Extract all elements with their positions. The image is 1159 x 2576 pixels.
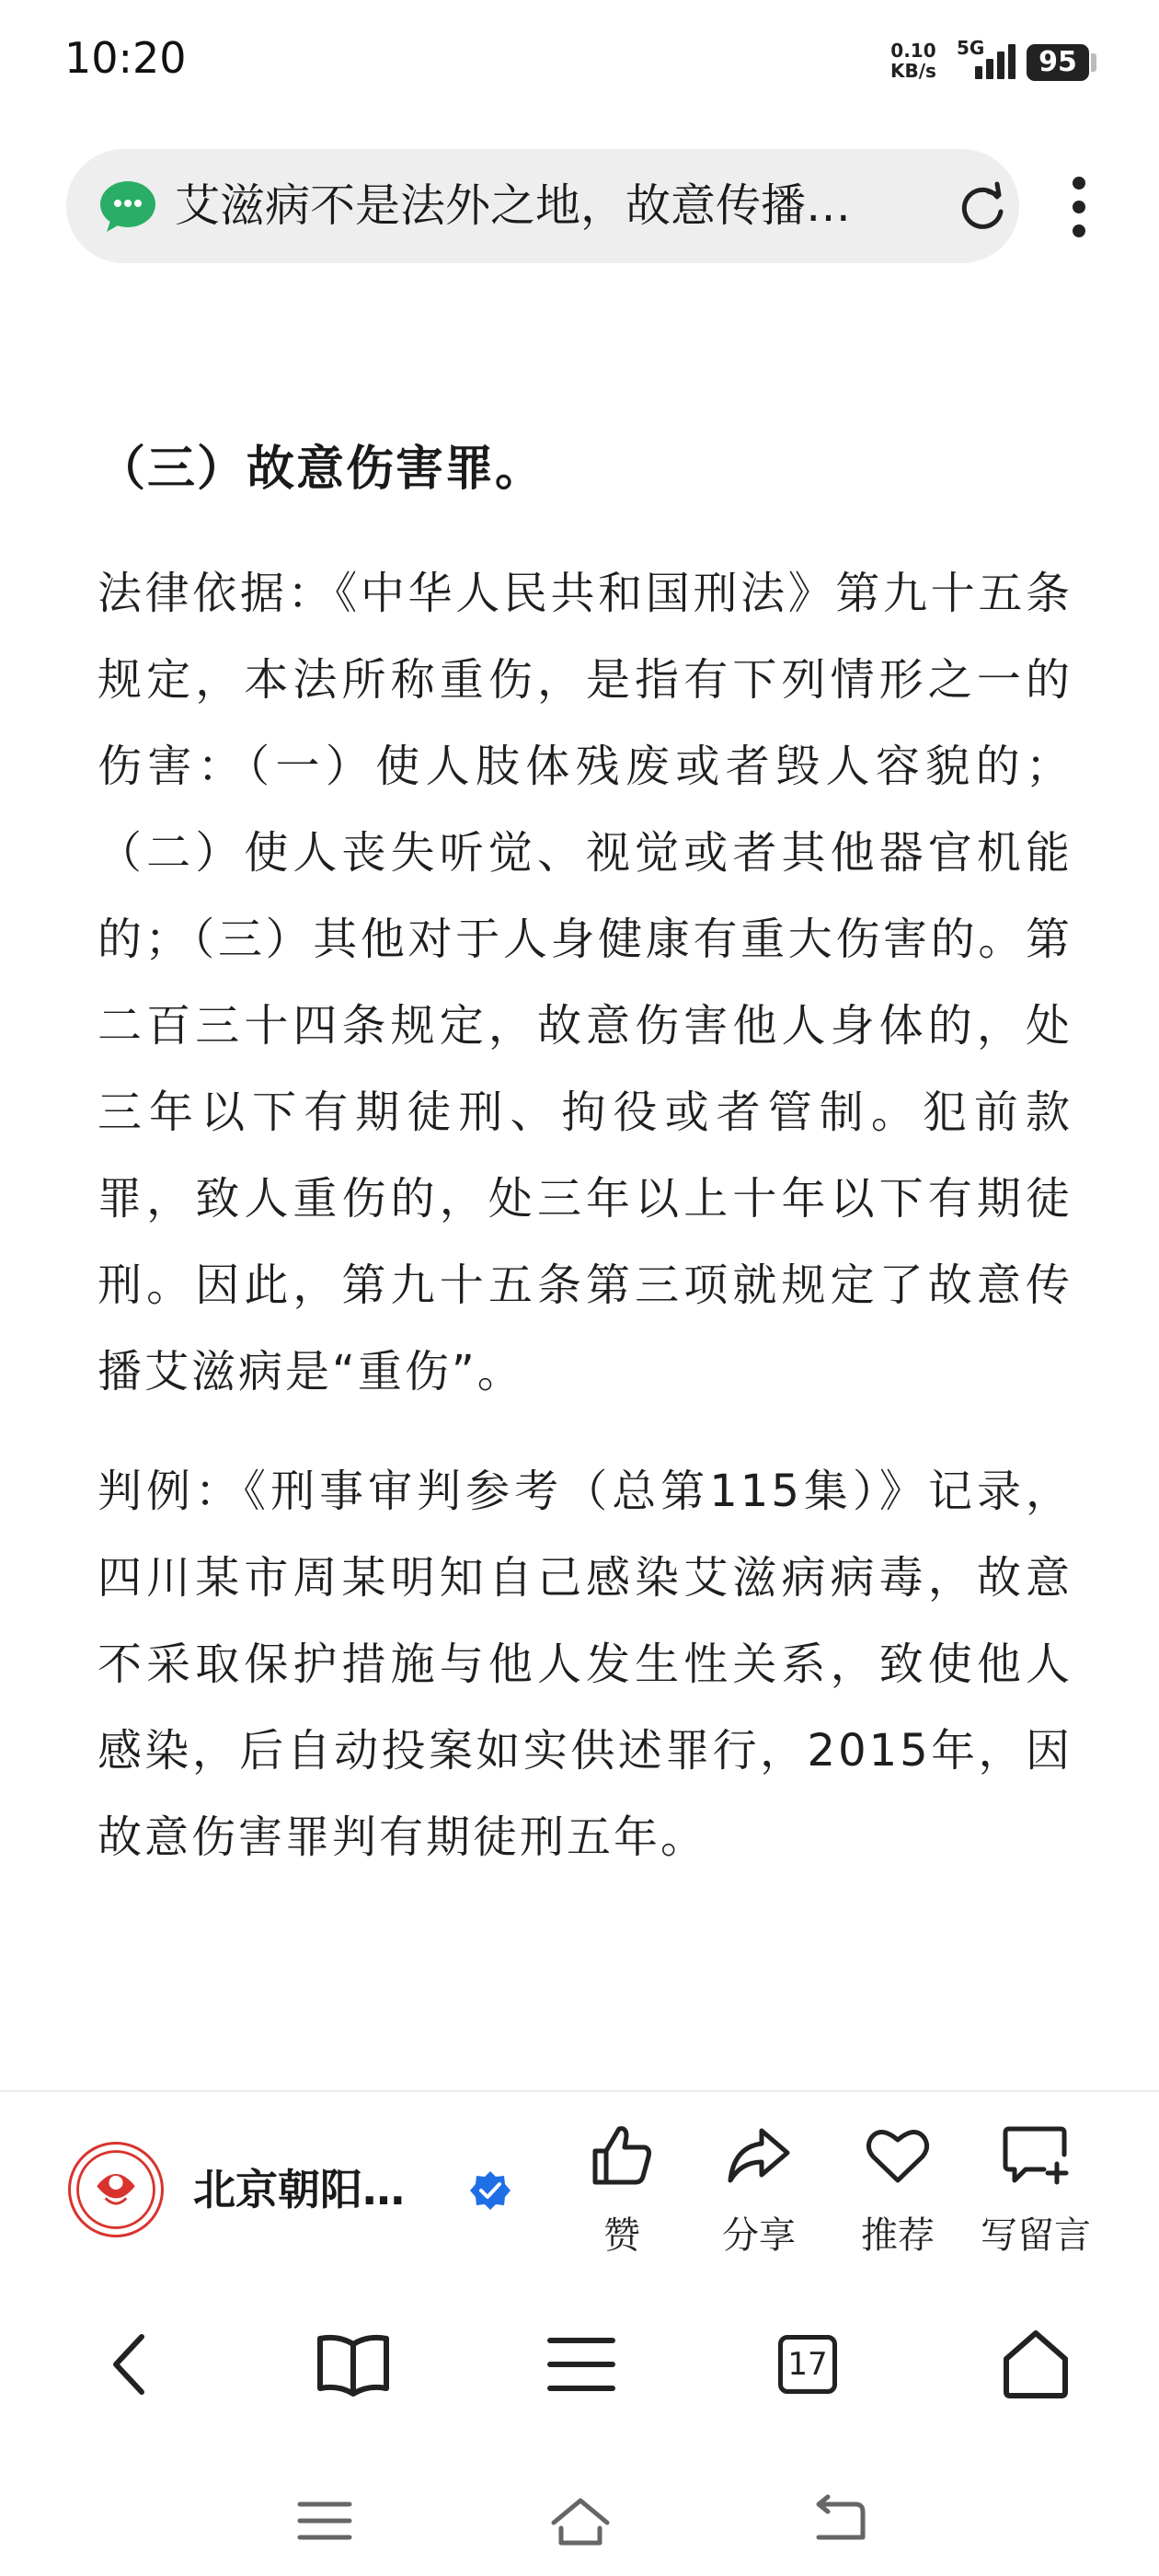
heart-icon bbox=[864, 2123, 932, 2188]
status-bar bbox=[0, 0, 1159, 129]
wechat-icon bbox=[98, 177, 158, 237]
system-navigation-bar bbox=[0, 2475, 1159, 2576]
network-speed-unit: KB/s bbox=[890, 60, 936, 82]
system-home-icon[interactable] bbox=[548, 2493, 613, 2548]
account-name[interactable]: 北京朝阳… bbox=[193, 2165, 405, 2214]
account-avatar[interactable] bbox=[68, 2142, 164, 2237]
network-type: 5G bbox=[957, 37, 985, 59]
bookmarks-icon[interactable] bbox=[316, 2328, 390, 2401]
article-body bbox=[98, 423, 1073, 1914]
more-menu-icon[interactable] bbox=[1065, 171, 1093, 245]
recommend-label: 推荐 bbox=[861, 2214, 935, 2257]
tab-count: 17 bbox=[778, 2335, 837, 2394]
system-back-icon[interactable] bbox=[806, 2493, 870, 2548]
comment-add-icon bbox=[1002, 2123, 1070, 2188]
tabs-button[interactable] bbox=[778, 2335, 852, 2409]
network-speed bbox=[890, 40, 936, 81]
write-comment-label: 写留言 bbox=[981, 2214, 1091, 2257]
refresh-icon[interactable] bbox=[955, 180, 1010, 236]
thumbs-up-icon bbox=[588, 2123, 656, 2188]
hamburger-menu-icon[interactable] bbox=[545, 2328, 618, 2401]
network-speed-value: 0.10 bbox=[890, 40, 936, 62]
share-button[interactable] bbox=[694, 2123, 823, 2259]
browser-toolbar bbox=[0, 2300, 1159, 2429]
clock: 10:20 bbox=[64, 33, 187, 83]
write-comment-button[interactable] bbox=[971, 2123, 1100, 2259]
article-paragraph-legal-basis: 法律依据：《中华人民共和国刑法》第九十五条规定，本法所称重伤，是指有下列情形之一的伤害：（一）使人肢体残废或者毁人容貌的；（二）使人丧失听觉、视觉或者其他器官机能的；（三）其他对于人身健康有重大伤害的。第二百三十四条规定，故意伤害他人身体的，处三年以下有期徒刑、拘役或者管制。犯前款罪，致人重伤的，处三年以上十年以下有期徒刑。因此，第九十五条第三项就规定了故意传播艾滋病是“重伤”。 bbox=[98, 568, 1073, 1397]
page-title[interactable]: 艾滋病不是法外之地，故意传播… bbox=[175, 179, 852, 232]
verified-icon bbox=[469, 2169, 511, 2212]
share-label: 分享 bbox=[722, 2214, 796, 2257]
home-icon[interactable] bbox=[999, 2328, 1073, 2401]
article-action-bar bbox=[0, 2090, 1159, 2283]
recommend-button[interactable] bbox=[833, 2123, 962, 2259]
like-button[interactable] bbox=[557, 2123, 686, 2259]
back-icon[interactable] bbox=[94, 2328, 167, 2401]
address-bar[interactable] bbox=[66, 149, 1019, 263]
share-icon bbox=[725, 2123, 793, 2188]
section-heading: （三）故意伤害罪。 bbox=[98, 442, 545, 497]
battery-tip bbox=[1091, 53, 1096, 72]
article-paragraph-case: 判例：《刑事审判参考（总第115集）》记录，四川某市周某明知自己感染艾滋病病毒，故意不采取保护措施与他人发生性关系，致使他人感染，后自动投案如实供述罪行，2015年，因故意伤害罪判有期徒刑五年。 bbox=[98, 1466, 1073, 1863]
battery-icon: 95 bbox=[1027, 44, 1089, 81]
like-label: 赞 bbox=[603, 2214, 640, 2257]
system-menu-icon[interactable] bbox=[293, 2493, 357, 2548]
signal-icon bbox=[970, 42, 1016, 79]
